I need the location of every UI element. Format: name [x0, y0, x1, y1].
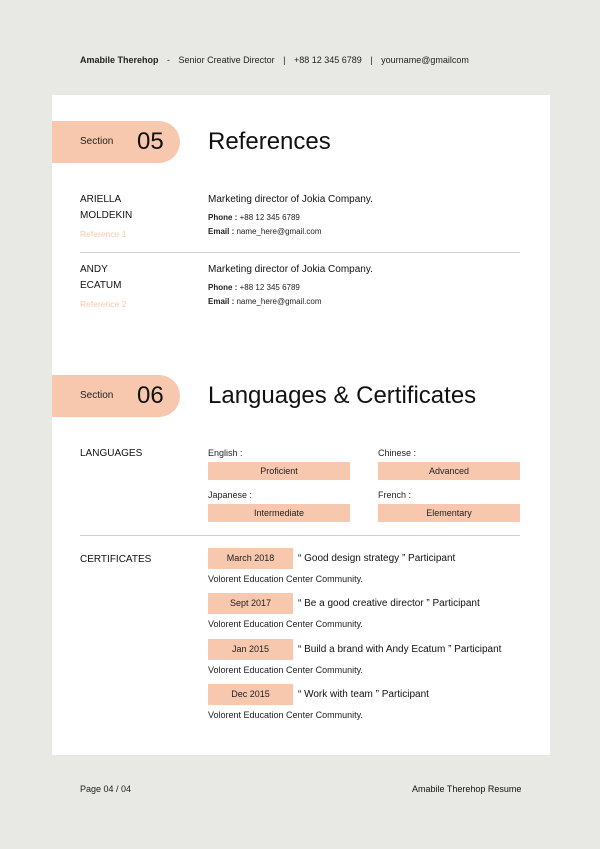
phone-value: +88 12 345 6789: [239, 213, 300, 222]
section-05-badge: [52, 121, 180, 163]
phone-label: Phone :: [208, 213, 238, 222]
language-level: Proficient: [208, 462, 350, 480]
certificate-title: “ Work with team ” Participant: [298, 689, 429, 700]
reference-first-name: ANDY: [80, 264, 108, 275]
header-job-title: Senior Creative Director: [178, 55, 275, 65]
language-name: English :: [208, 448, 243, 458]
section-label: Section: [80, 136, 114, 147]
language-name: Japanese :: [208, 490, 253, 500]
reference-phone: [208, 283, 300, 292]
header-name: Amabile Therehop: [80, 55, 159, 65]
languages-heading: LANGUAGES: [80, 448, 143, 459]
certificate-organization: Volorent Education Center Community.: [208, 665, 363, 675]
certificate-title: “ Be a good creative director ” Participant: [298, 598, 480, 609]
reference-last-name: ECATUM: [80, 280, 122, 291]
reference-tag: Reference 1: [80, 229, 127, 239]
email-label: Email :: [208, 227, 235, 236]
certificate-organization: Volorent Education Center Community.: [208, 710, 363, 720]
certificate-date: Jan 2015: [208, 639, 293, 660]
language-level: Advanced: [378, 462, 520, 480]
header-separator: |: [283, 55, 286, 65]
reference-first-name: ARIELLA: [80, 194, 122, 205]
reference-phone: [208, 213, 300, 222]
certificate-organization: Volorent Education Center Community.: [208, 574, 363, 584]
certificate-organization: Volorent Education Center Community.: [208, 619, 363, 629]
document-title: Amabile Therehop Resume: [412, 784, 522, 794]
header-separator: -: [167, 55, 171, 65]
resume-header: [80, 55, 469, 65]
reference-tag: Reference 2: [80, 299, 127, 309]
phone-label: Phone :: [208, 283, 238, 292]
certificate-title: “ Good design strategy ” Participant: [298, 553, 456, 564]
certificate-title: “ Build a brand with Andy Ecatum ” Participant: [298, 644, 502, 655]
reference-role: Marketing director of Jokia Company.: [208, 264, 373, 275]
language-name: French :: [378, 490, 412, 500]
email-value: name_here@gmail.com: [236, 297, 322, 306]
section-title-languages-certificates: Languages & Certificates: [208, 382, 477, 409]
reference-email: [208, 297, 322, 306]
section-label: Section: [80, 390, 114, 401]
language-level: Intermediate: [208, 504, 350, 522]
reference-email: [208, 227, 322, 236]
divider: [80, 252, 520, 253]
certificates-heading: CERTIFICATES: [80, 554, 152, 565]
section-title-references: References: [208, 128, 331, 155]
language-name: Chinese :: [378, 448, 417, 458]
header-phone: +88 12 345 6789: [293, 55, 362, 65]
certificate-date: Sept 2017: [208, 593, 293, 614]
page-number: Page 04 / 04: [80, 784, 132, 794]
reference-name: [80, 192, 132, 224]
header-email: yourname@gmailcom: [381, 55, 469, 65]
reference-name: [80, 262, 121, 294]
header-separator: |: [370, 55, 373, 65]
section-06-badge: [52, 375, 180, 417]
reference-role: Marketing director of Jokia Company.: [208, 194, 373, 205]
section-number: 06: [137, 382, 164, 409]
phone-value: +88 12 345 6789: [239, 283, 300, 292]
resume-page-card: [52, 95, 550, 755]
certificate-date: March 2018: [208, 548, 293, 569]
email-label: Email :: [208, 297, 235, 306]
email-value: name_here@gmail.com: [236, 227, 322, 236]
section-number: 05: [137, 128, 164, 155]
language-level: Elementary: [378, 504, 520, 522]
reference-last-name: MOLDEKIN: [80, 210, 133, 221]
divider: [80, 535, 520, 536]
certificate-date: Dec 2015: [208, 684, 293, 705]
